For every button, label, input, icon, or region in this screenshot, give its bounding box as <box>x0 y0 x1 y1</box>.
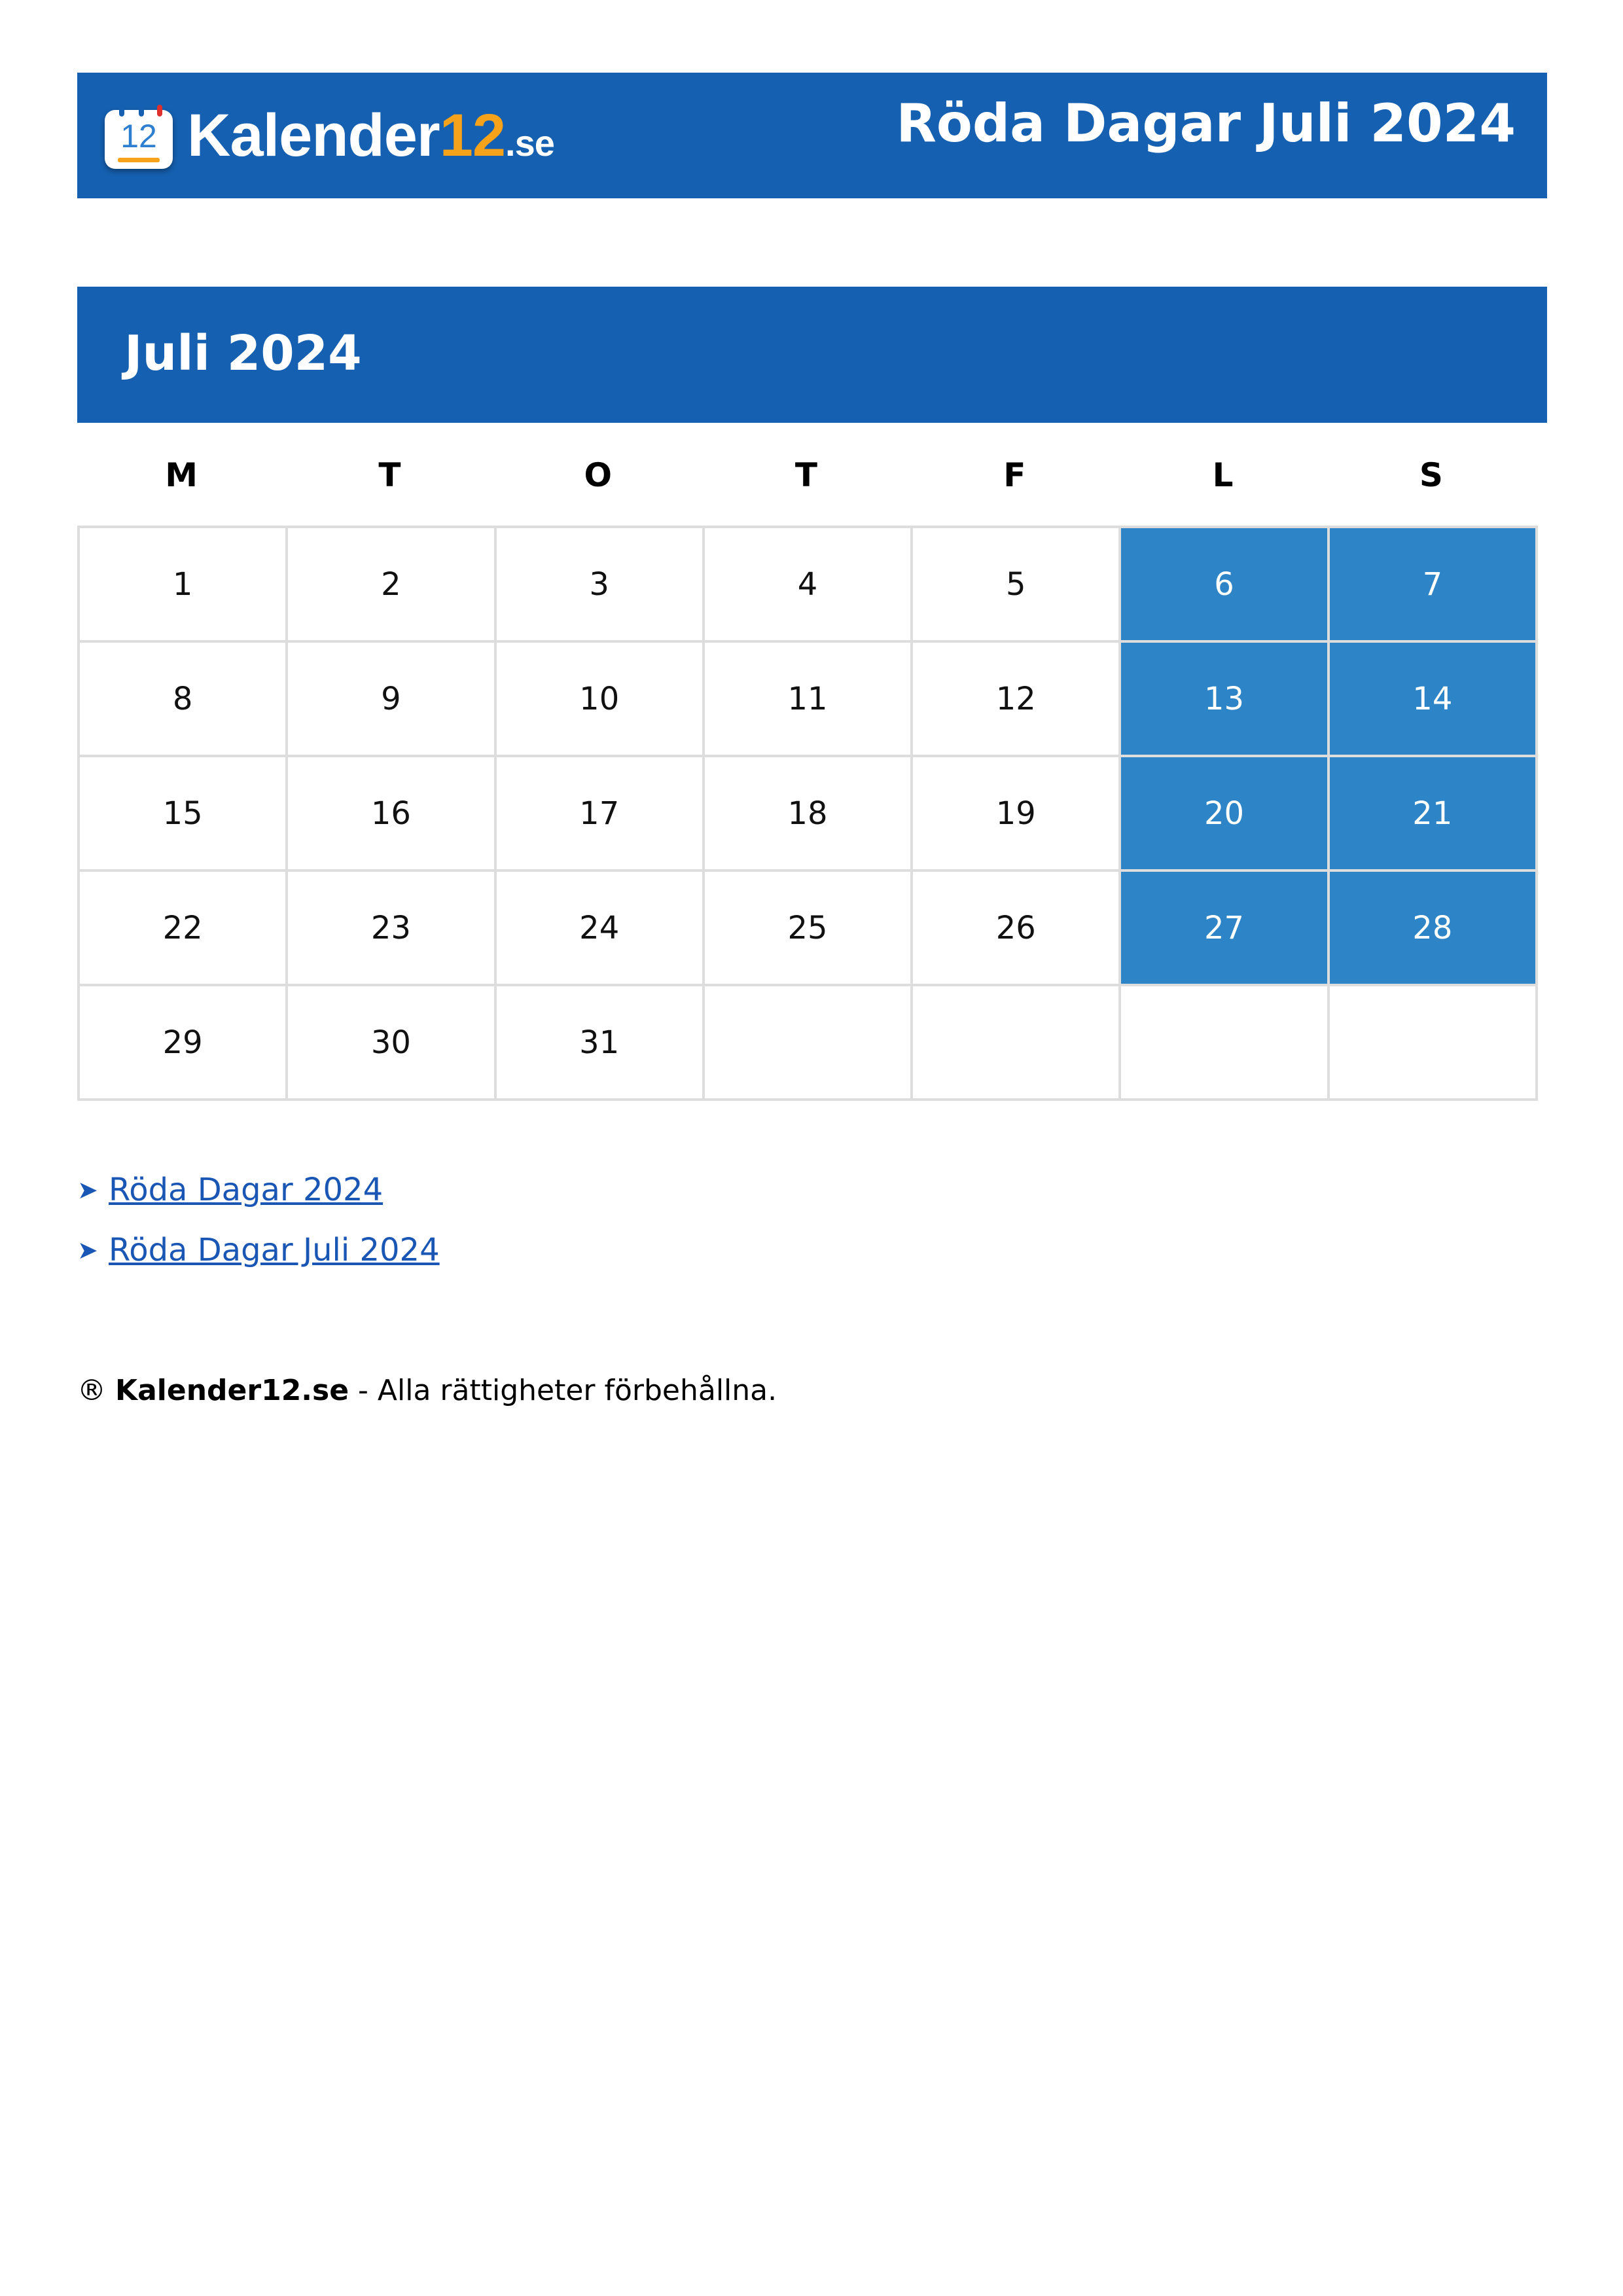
day-cell: 23 <box>287 870 495 985</box>
related-links <box>77 1160 440 1280</box>
footer-brand: Kalender12.se <box>115 1374 349 1407</box>
red-day-cell: 7 <box>1329 527 1537 641</box>
day-cell: 2 <box>287 527 495 641</box>
calendar-week-row <box>79 985 1537 1100</box>
footer <box>77 1368 777 1414</box>
day-cell: 26 <box>912 870 1120 985</box>
day-cell: 24 <box>495 870 704 985</box>
day-cell: 22 <box>79 870 287 985</box>
calendar-week-row <box>79 527 1537 641</box>
weekday-monday: M <box>165 456 198 494</box>
logo-name-accent: 12 <box>439 102 506 169</box>
calendar-logo-icon <box>105 110 173 169</box>
red-day-cell: 27 <box>1120 870 1328 985</box>
link-item <box>77 1160 440 1220</box>
link-item <box>77 1220 440 1280</box>
day-cell: 25 <box>704 870 912 985</box>
empty-cell <box>1329 985 1537 1100</box>
day-cell: 17 <box>495 756 704 870</box>
month-title: Juli 2024 <box>124 325 362 382</box>
site-logo[interactable] <box>105 102 554 171</box>
day-cell: 4 <box>704 527 912 641</box>
red-day-cell: 28 <box>1329 870 1537 985</box>
empty-cell <box>1120 985 1328 1100</box>
day-cell: 11 <box>704 641 912 756</box>
arrow-right-icon: ➤ <box>77 1236 98 1265</box>
red-day-cell: 21 <box>1329 756 1537 870</box>
logo-name-suffix: .se <box>505 122 554 164</box>
day-cell: 8 <box>79 641 287 756</box>
logo-icon-number: 12 <box>120 118 157 154</box>
footer-text: - Alla rättigheter förbehållna. <box>349 1374 777 1407</box>
page-title: Röda Dagar Juli 2024 <box>896 93 1516 154</box>
arrow-right-icon: ➤ <box>77 1175 98 1204</box>
calendar-grid <box>77 526 1538 1101</box>
logo-name-main: Kalender <box>187 102 440 169</box>
registered-icon: ® <box>77 1374 106 1407</box>
day-cell: 3 <box>495 527 704 641</box>
month-header <box>77 287 1547 423</box>
calendar-week-row <box>79 641 1537 756</box>
red-day-cell: 6 <box>1120 527 1328 641</box>
weekday-tuesday: T <box>378 456 401 494</box>
link-roda-dagar-2024[interactable]: Röda Dagar 2024 <box>109 1172 383 1208</box>
day-cell: 31 <box>495 985 704 1100</box>
day-cell: 30 <box>287 985 495 1100</box>
empty-cell <box>912 985 1120 1100</box>
day-cell: 16 <box>287 756 495 870</box>
day-cell: 10 <box>495 641 704 756</box>
logo-text <box>187 104 554 175</box>
day-cell: 5 <box>912 527 1120 641</box>
weekday-saturday: L <box>1212 456 1234 494</box>
day-cell: 1 <box>79 527 287 641</box>
day-cell: 9 <box>287 641 495 756</box>
day-cell: 19 <box>912 756 1120 870</box>
day-cell: 29 <box>79 985 287 1100</box>
red-day-cell: 13 <box>1120 641 1328 756</box>
weekday-wednesday: O <box>584 456 612 494</box>
weekday-sunday: S <box>1419 456 1443 494</box>
red-day-cell: 20 <box>1120 756 1328 870</box>
weekday-thursday: T <box>794 456 818 494</box>
calendar-week-row <box>79 870 1537 985</box>
link-roda-dagar-juli-2024[interactable]: Röda Dagar Juli 2024 <box>109 1232 440 1268</box>
calendar-week-row <box>79 756 1537 870</box>
weekday-friday: F <box>1003 456 1026 494</box>
day-cell: 18 <box>704 756 912 870</box>
day-cell: 12 <box>912 641 1120 756</box>
red-day-cell: 14 <box>1329 641 1537 756</box>
day-cell: 15 <box>79 756 287 870</box>
empty-cell <box>704 985 912 1100</box>
weekday-header-row <box>77 449 1535 501</box>
page-header <box>77 73 1547 198</box>
